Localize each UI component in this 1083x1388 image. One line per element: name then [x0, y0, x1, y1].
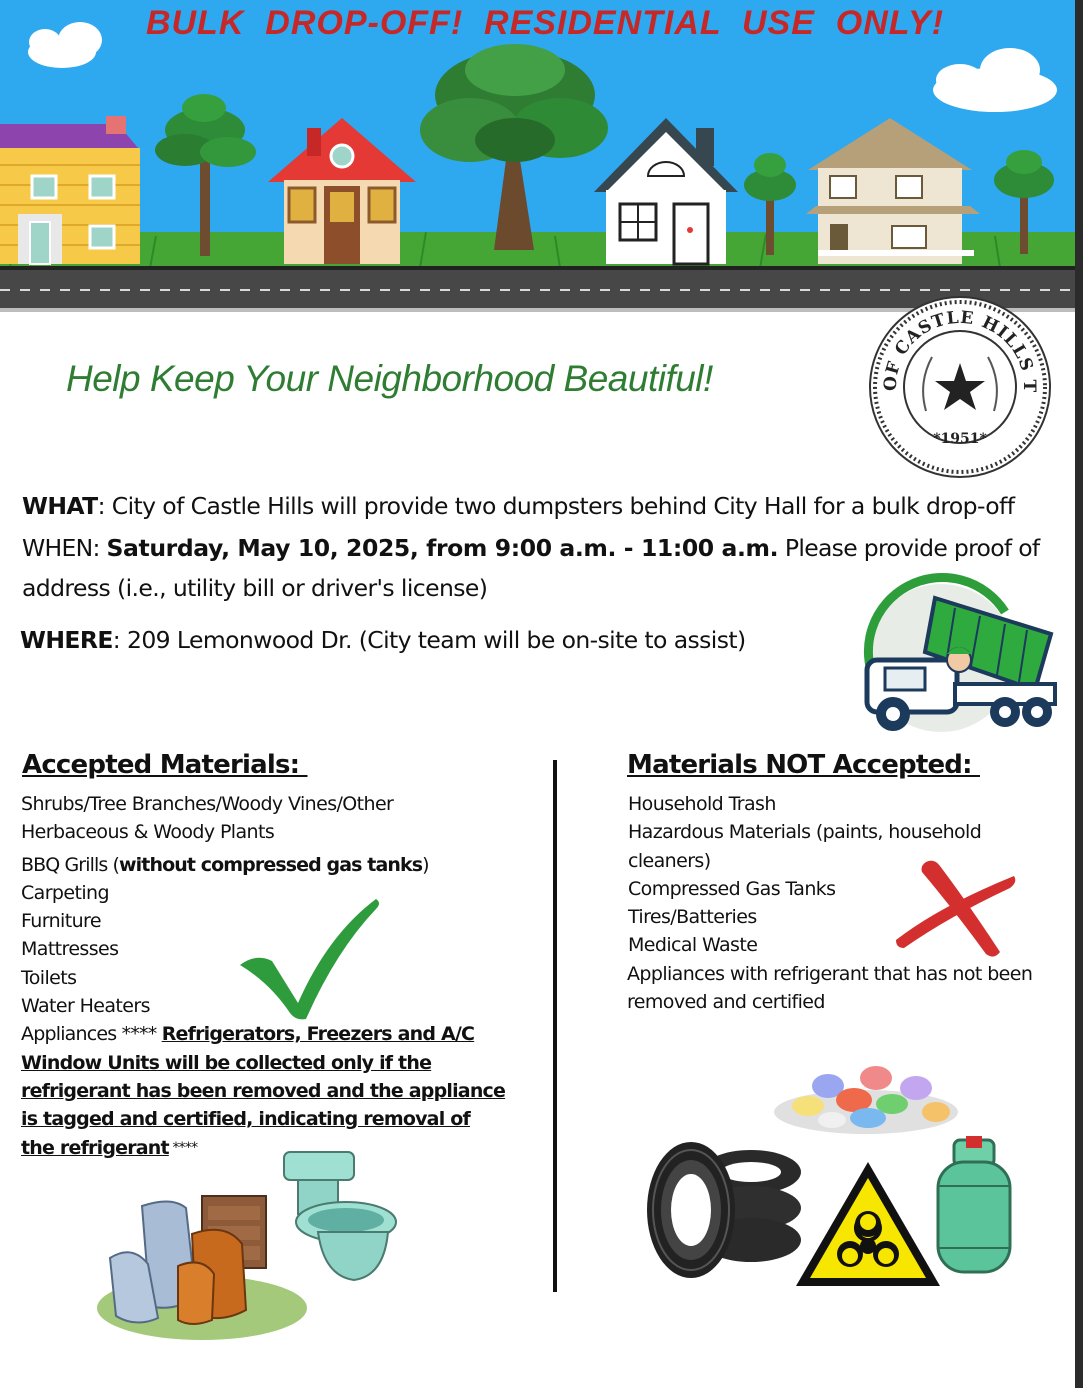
when-line — [22, 534, 1039, 562]
what-label: WHAT — [22, 492, 98, 520]
appliances-line-2: Window Units will be collected only if the — [21, 1051, 432, 1074]
when-note: Please provide proof of — [778, 534, 1040, 562]
list-item: Household Trash — [628, 793, 776, 815]
appliances-line-1 — [21, 1020, 505, 1048]
neighborhood-illustration — [0, 0, 1075, 312]
trash-pile-icon — [768, 1056, 964, 1136]
what-line — [22, 492, 1014, 520]
proof-of-address-note: address (i.e., utility bill or driver's license) — [22, 574, 488, 602]
tagline: Help Keep Your Neighborhood Beautiful! — [66, 358, 713, 399]
list-item: Carpeting — [21, 881, 109, 904]
seal-arc-text: OF CASTLE HILLS T — [880, 307, 1040, 394]
appliances-line-3: refrigerant has been removed and the appliance — [21, 1079, 506, 1102]
accepted-materials-heading: Accepted Materials: — [22, 750, 308, 780]
tires-icon — [643, 1132, 803, 1282]
list-item: cleaners) — [628, 849, 711, 872]
column-divider — [553, 760, 557, 1292]
gas-tank-icon — [932, 1136, 1016, 1276]
bbq-suffix: ) — [422, 853, 429, 876]
what-text: : City of Castle Hills will provide two dumpsters behind City Hall for a bulk drop-off — [97, 492, 1015, 520]
appliances-suffix: **** — [168, 1139, 198, 1156]
bulk-furniture-illustration — [92, 1148, 402, 1344]
toilet-icon — [284, 1152, 396, 1280]
biohazard-icon — [792, 1158, 944, 1290]
seal-year: *1951* — [933, 431, 987, 447]
list-item: Furniture — [21, 910, 101, 933]
list-item: Toilets — [21, 966, 77, 989]
list-item: removed and certified — [627, 991, 825, 1014]
list-item: Shrubs/Tree Branches/Woody Vines/Other — [21, 793, 394, 815]
bbq-prefix: BBQ Grills ( — [21, 853, 119, 876]
not-accepted-heading: Materials NOT Accepted: — [627, 750, 980, 780]
bbq-bold-note: without compressed gas tanks — [119, 853, 423, 876]
event-date: Saturday, May 10, 2025, from 9:00 a.m. - 11:00 a.m. — [106, 534, 779, 562]
appliances-note-end: the refrigerant — [21, 1136, 169, 1159]
house-yellow-icon — [0, 116, 140, 264]
where-label: WHERE — [20, 626, 113, 654]
list-item: Water Heaters — [21, 995, 150, 1018]
appliances-note: Refrigerators, Freezers and A/C — [161, 1023, 475, 1046]
when-label: WHEN: — [22, 534, 107, 562]
city-seal — [866, 293, 1054, 486]
list-item: Medical Waste — [628, 934, 758, 957]
header-banner — [0, 0, 1075, 312]
banner-title: BULK DROP-OFF! RESIDENTIAL USE ONLY! — [145, 4, 945, 42]
dumpster-truck-icon — [855, 572, 1070, 740]
list-item: Tires/Batteries — [628, 906, 757, 929]
list-item: Herbaceous & Woody Plants — [21, 821, 275, 844]
list-item: Mattresses — [21, 938, 119, 961]
list-item-bbq — [21, 851, 505, 879]
list-item: Hazardous Materials (paints, household — [628, 821, 982, 844]
x-mark-icon — [890, 856, 1020, 960]
list-item: Compressed Gas Tanks — [628, 877, 836, 900]
where-text: : 209 Lemonwood Dr. (City team will be on-site to assist) — [112, 626, 746, 654]
where-line — [20, 626, 746, 654]
list-item: Appliances with refrigerant that has not been — [627, 962, 1033, 985]
appliances-prefix: Appliances **** — [21, 1023, 162, 1046]
checkmark-icon — [236, 895, 384, 1021]
appliances-line-4: is tagged and certified, indicating removal of — [21, 1108, 470, 1131]
